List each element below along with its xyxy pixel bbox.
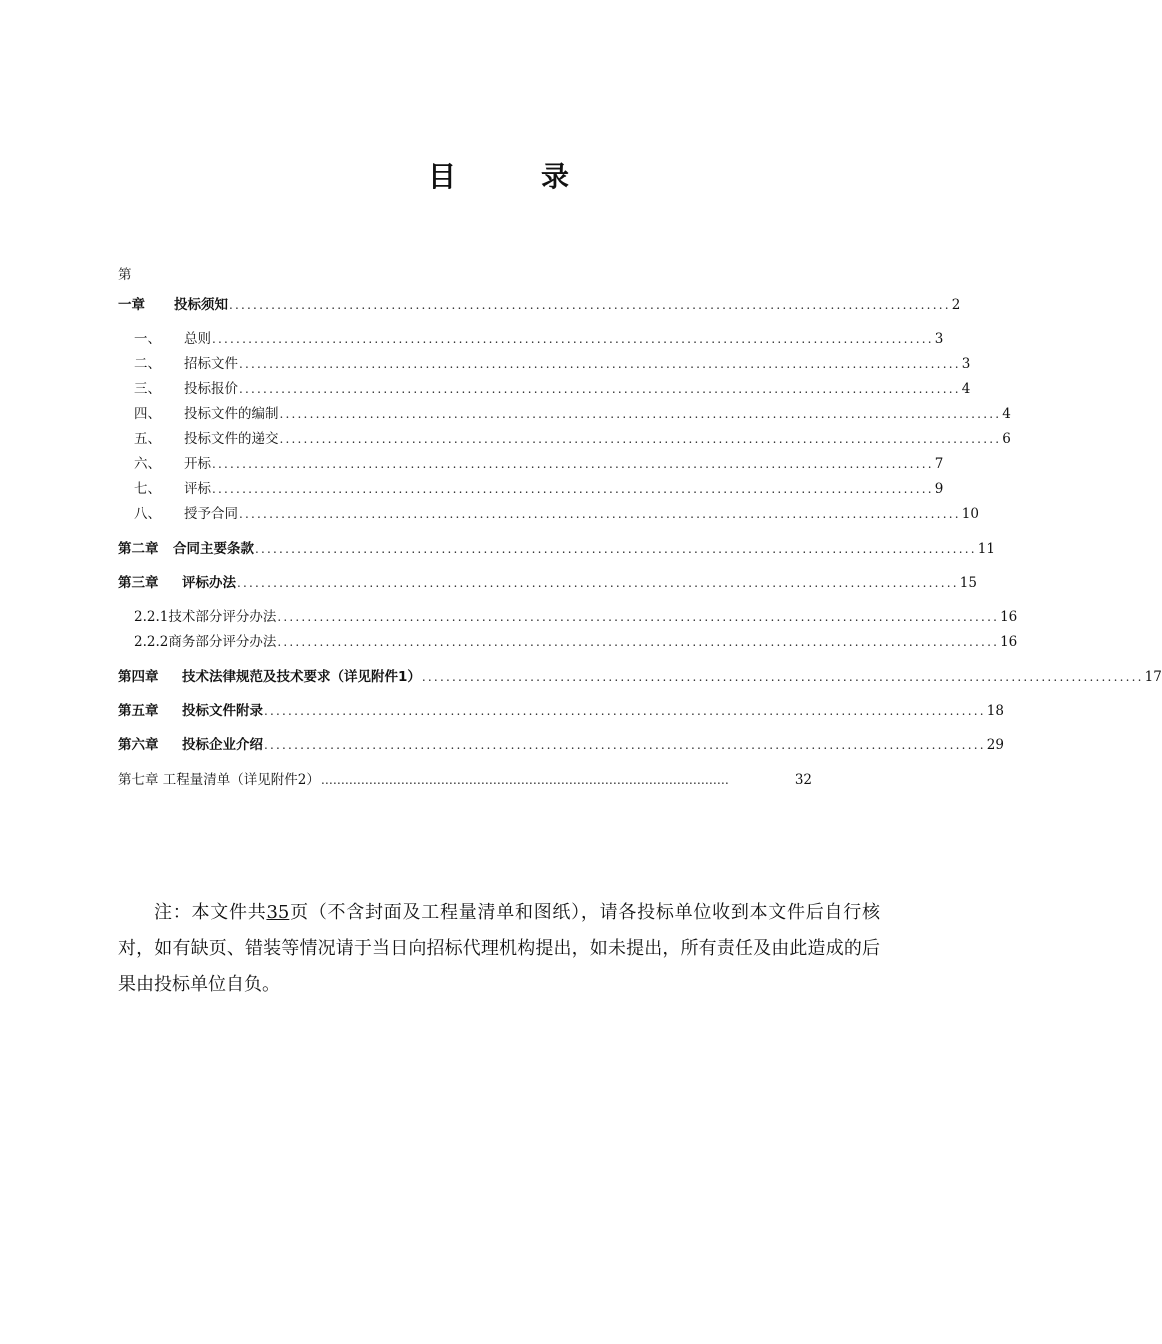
toc-page: 11: [977, 541, 995, 557]
toc-num: 七、: [134, 481, 161, 497]
toc-chapter: 第四章: [118, 669, 159, 685]
title-char-2: 录: [541, 160, 570, 193]
toc-leader: ........................................................................................................................: [237, 576, 959, 590]
toc-leader: ........................................................................................................................: [239, 357, 961, 371]
toc-leader: ........................................................................................................................: [229, 298, 951, 312]
toc-page: 6: [1002, 431, 1011, 447]
toc-title: 合同主要条款: [173, 541, 254, 557]
toc-page: 3: [961, 356, 971, 372]
toc-page: 16: [1000, 609, 1018, 625]
toc-entry-chapter-4[interactable]: [118, 668, 1162, 686]
toc-entry[interactable]: [118, 355, 971, 373]
toc-num: 四、: [134, 406, 161, 422]
toc-leader: ........................................................................................................................: [264, 738, 986, 752]
toc-leader: ........................................................................................................................: [279, 432, 1002, 446]
toc-num: 二、: [134, 356, 161, 372]
toc-page: 9: [934, 481, 944, 497]
toc-entry[interactable]: [118, 405, 1011, 423]
toc-page: 16: [1000, 634, 1018, 650]
toc-title: 评标办法: [182, 575, 236, 591]
toc-leader: ........................................................................................................................: [255, 542, 977, 556]
title-char-1: 目: [428, 160, 457, 193]
toc-page: 10: [961, 506, 979, 522]
toc-title: 评标: [184, 481, 211, 497]
toc-title: 投标报价: [184, 381, 238, 397]
toc-entry[interactable]: [118, 480, 944, 498]
toc-page: 4: [1002, 406, 1011, 422]
toc-entry-chapter-6[interactable]: [118, 736, 1004, 754]
toc-entry-chapter-2[interactable]: [118, 540, 995, 558]
toc-title: 投标企业介绍: [182, 737, 263, 753]
toc-num: 六、: [134, 456, 161, 472]
toc-num: 五、: [134, 431, 161, 447]
toc-page: 29: [986, 737, 1004, 753]
toc-leader: ........................................................................................................................: [279, 407, 1002, 421]
toc-title: 总则: [184, 331, 211, 347]
toc-title: 授予合同: [184, 506, 238, 522]
toc-prefix: 第: [118, 267, 132, 283]
toc-entry-chapter-1[interactable]: [118, 296, 961, 314]
toc-entry[interactable]: [118, 455, 944, 473]
toc-title: 投标文件的递交: [184, 431, 279, 447]
toc-entry-chapter-7[interactable]: [118, 771, 828, 789]
toc-leader: …………………………………………………………………………………………: [320, 773, 729, 787]
toc-title: 投标文件附录: [182, 703, 263, 719]
toc-title: 技术法律规范及技术要求（详见附件1）: [182, 669, 421, 685]
toc-entry[interactable]: [118, 633, 1018, 651]
toc-page: 32: [794, 772, 812, 788]
toc-page: 18: [986, 703, 1004, 719]
toc-leader: ........................................................................................................................: [239, 382, 961, 396]
toc-leader: ........................................................................................................................: [421, 670, 1144, 684]
toc-page: 2: [951, 297, 961, 313]
toc-num: 一、: [134, 331, 161, 347]
toc-page: 3: [934, 331, 944, 347]
toc-entry[interactable]: [118, 430, 1011, 448]
toc-entry-chapter-3[interactable]: [118, 574, 977, 592]
toc-entry[interactable]: [118, 330, 944, 348]
toc-title: 开标: [184, 456, 211, 472]
note-text-1: 注：本文件共: [154, 902, 267, 923]
toc-title: 招标文件: [184, 356, 238, 372]
toc-entry[interactable]: [118, 505, 979, 523]
toc-page: 7: [934, 456, 944, 472]
toc-chapter: 第二章: [118, 541, 159, 557]
toc-entry[interactable]: [118, 608, 1018, 626]
toc-chapter: 第六章: [118, 737, 159, 753]
toc-title: 2.2.1技术部分评分办法: [134, 609, 277, 625]
toc-page: 17: [1144, 669, 1162, 685]
toc-leader: ........................................................................................................................: [212, 482, 934, 496]
toc-entry-chapter-5[interactable]: [118, 702, 1004, 720]
note-paragraph: [118, 895, 880, 1003]
toc-leader: ........................................................................................................................: [212, 332, 934, 346]
toc-leader: ........................................................................................................................: [277, 610, 1000, 624]
toc-title: 2.2.2商务部分评分办法: [134, 634, 277, 650]
note-page-count: 35: [266, 902, 290, 923]
toc-leader: ........................................................................................................................: [239, 507, 961, 521]
toc-num: 三、: [134, 381, 161, 397]
toc-title: 第七章 工程量清单（详见附件2）: [118, 772, 320, 788]
toc-leader: ........................................................................................................................: [277, 635, 1000, 649]
toc-leader: ........................................................................................................................: [212, 457, 934, 471]
toc-title: 投标须知: [174, 297, 228, 313]
toc-page: 15: [959, 575, 977, 591]
toc-chapter: 第三章: [118, 575, 159, 591]
toc-chapter: 一章: [118, 297, 145, 313]
toc-entry[interactable]: [118, 380, 971, 398]
toc-leader: ........................................................................................................................: [264, 704, 986, 718]
toc-page: 4: [961, 381, 971, 397]
toc-title: 投标文件的编制: [184, 406, 279, 422]
note-text-2: 页（不含封面及工程量清单和图纸），请各投标单位收到本文件后自行核对，如有缺页、错装等情况请于当日向招标代理机构提出，如未提出，所有责任及由此造成的后果由投标单位自负。: [118, 902, 880, 995]
toc-chapter: 第五章: [118, 703, 159, 719]
toc-num: 八、: [134, 506, 161, 522]
